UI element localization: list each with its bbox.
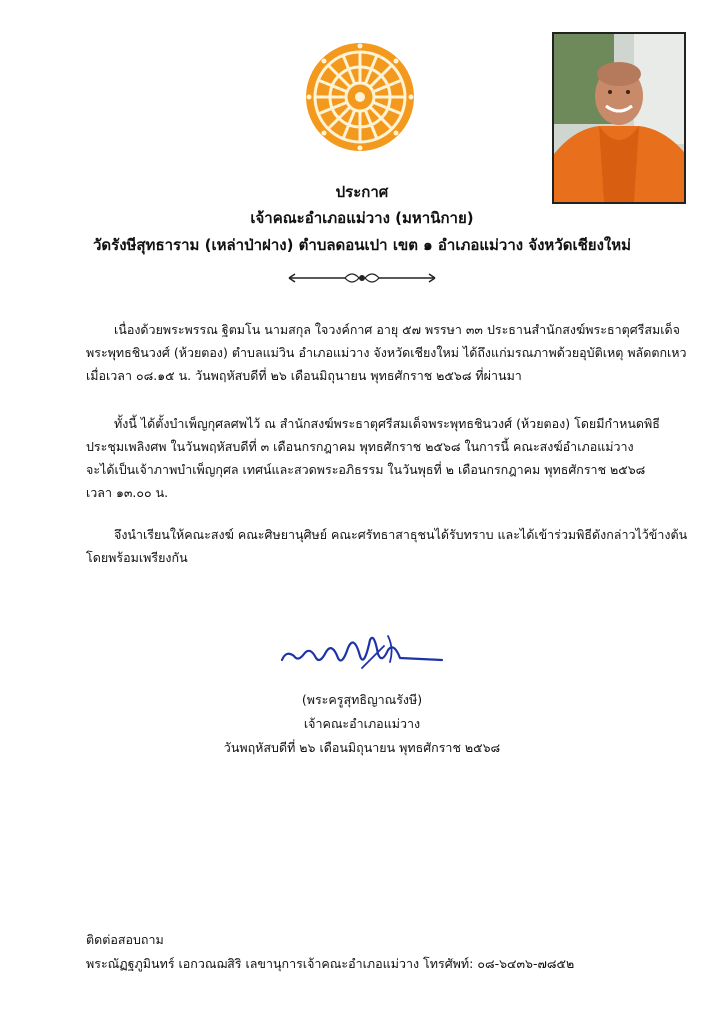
signatory-position: เจ้าคณะอำเภอแม่วาง	[303, 716, 421, 731]
announcement-paragraph-1	[86, 318, 687, 387]
handwritten-signature	[276, 628, 446, 676]
announcement-title: ประกาศ	[335, 183, 389, 201]
contact-label: ติดต่อสอบถาม	[86, 932, 164, 947]
announcement-subtitle: เจ้าคณะอำเภอแม่วาง (มหานิกาย)	[250, 209, 474, 227]
paragraph-line: จะได้เป็นเจ้าภาพบำเพ็ญกุศล เทศน์และสวดพระอภิธรรม ในวันพุธที่ ๒ เดือนกรกฎาคม พุทธศักราช ๒๕๖๘	[86, 462, 646, 477]
dharma-wheel-emblem	[305, 42, 415, 152]
paragraph-line: เมื่อเวลา ๐๘.๑๕ น. วันพฤหัสบดีที่ ๒๖ เดือนมิถุนายน พุทธศักราช ๒๕๖๘ ที่ผ่านมา	[86, 368, 522, 383]
signatory-name: (พระครูสุทธิญาณรังษี)	[301, 692, 423, 707]
paragraph-line: จึงนำเรียนให้คณะสงฆ์ คณะศิษยานุศิษย์ คณะศรัทธาสาธุชนได้รับทราบ และได้เข้าร่วมพิธีดังกล่าวไว้ข้างต้น	[114, 527, 688, 542]
paragraph-line: ประชุมเพลิงศพ ในวันพฤหัสบดีที่ ๓ เดือนกรกฎาคม พุทธศักราช ๒๕๖๘ ในการนี้ คณะสงฆ์อำเภอแม่วาง	[86, 439, 634, 454]
paragraph-line: โดยพร้อมเพรียงกัน	[86, 550, 188, 565]
signature-date: วันพฤหัสบดีที่ ๒๖ เดือนมิถุนายน พุทธศักราช ๒๕๖๘	[223, 740, 501, 755]
announcement-paragraph-2	[86, 412, 680, 504]
monk-portrait-photo	[552, 32, 686, 204]
announcement-paragraph-3	[86, 523, 688, 569]
paragraph-line: เวลา ๑๓.๐๐ น.	[86, 485, 169, 500]
paragraph-line: พระพุทธชินวงศ์ (ห้วยตอง) ตำบลแม่วิน อำเภอแม่วาง จังหวัดเชียงใหม่ ได้ถึงแก่มรณภาพด้วยอุบัติเหตุ พลัดตกเหว	[86, 345, 687, 360]
paragraph-line: ทั้งนี้ ได้ตั้งบำเพ็ญกุศลศพไว้ ณ สำนักสงฆ์พระธาตุศรีสมเด็จพระพุทธชินวงศ์ (ห้วยตอง) โดยมีกำหนดพิธี	[114, 416, 660, 431]
temple-address-line: วัดรังษีสุทธาราม (เหล่าป่าฝาง) ตำบลดอนเปา เขต ๑ อำเภอแม่วาง จังหวัดเชียงใหม่	[92, 236, 632, 254]
ornamental-divider	[287, 268, 437, 288]
contact-details: พระณัฏฐภูมินทร์ เอกวณฌสิริ เลขานุการเจ้าคณะอำเภอแม่วาง โทรศัพท์: ๐๘-๖๔๓๖-๗๘๕๒	[86, 956, 575, 971]
paragraph-line: เนื่องด้วยพระพรรณ ฐิตมโน นามสกุล ใจวงค์กาศ อายุ ๕๗ พรรษา ๓๓ ประธานสำนักสงฆ์พระธาตุศรีสมเด็จ	[114, 322, 680, 337]
